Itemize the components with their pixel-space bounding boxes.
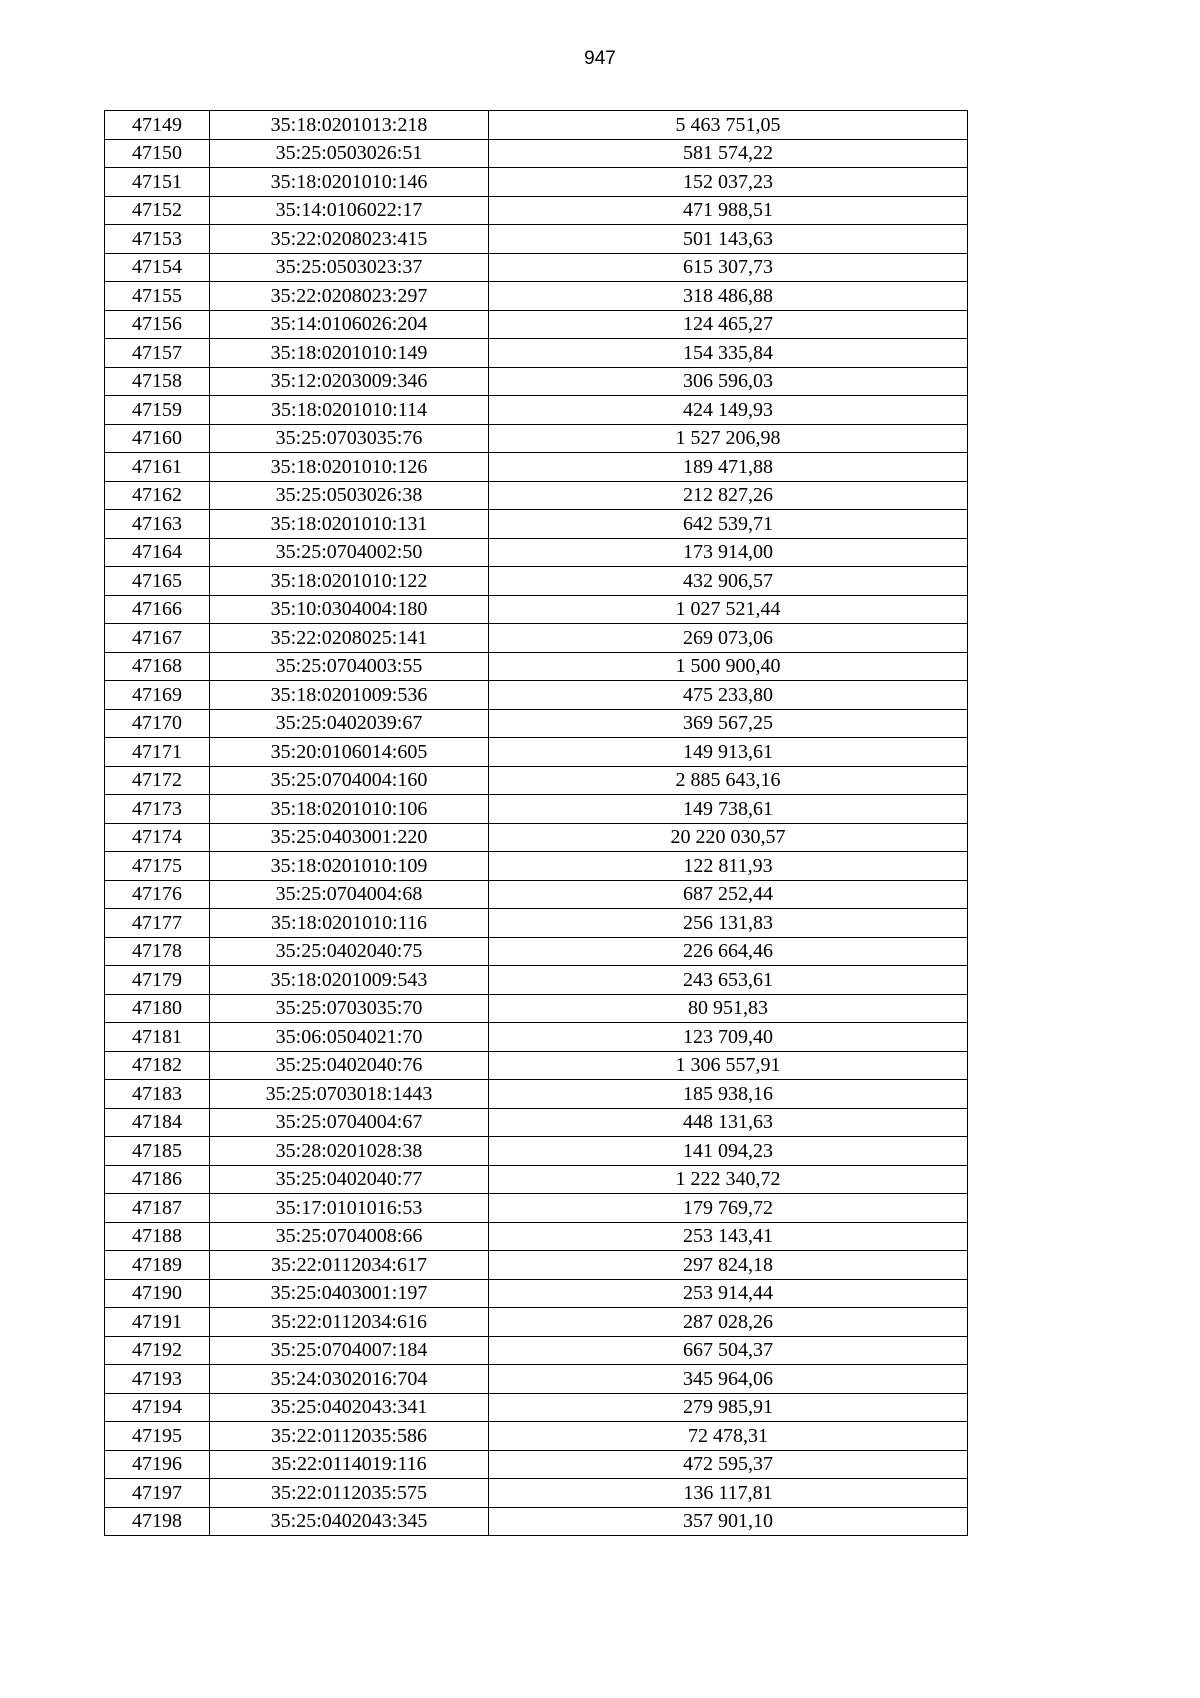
table-row	[105, 738, 968, 767]
cadastral-value-cell: 687 252,44	[489, 880, 968, 909]
table-row	[105, 538, 968, 567]
table-row	[105, 652, 968, 681]
row-number-cell: 47149	[105, 111, 210, 140]
table-row	[105, 595, 968, 624]
cadastral-value-cell: 253 143,41	[489, 1222, 968, 1251]
row-number-cell: 47162	[105, 481, 210, 510]
row-number-cell: 47164	[105, 538, 210, 567]
row-number-cell: 47185	[105, 1137, 210, 1166]
cadastral-number-cell: 35:25:0402039:67	[210, 709, 489, 738]
cadastral-number-cell: 35:17:0101016:53	[210, 1194, 489, 1223]
cadastral-value-cell: 124 465,27	[489, 310, 968, 339]
row-number-cell: 47167	[105, 624, 210, 653]
cadastral-value-cell: 472 595,37	[489, 1450, 968, 1479]
cadastral-value-cell: 318 486,88	[489, 282, 968, 311]
table-row	[105, 282, 968, 311]
row-number-cell: 47188	[105, 1222, 210, 1251]
cadastral-number-cell: 35:10:0304004:180	[210, 595, 489, 624]
cadastral-number-cell: 35:18:0201013:218	[210, 111, 489, 140]
table-row	[105, 1422, 968, 1451]
cadastral-value-cell: 152 037,23	[489, 168, 968, 197]
table-row	[105, 966, 968, 995]
cadastral-value-cell: 141 094,23	[489, 1137, 968, 1166]
cadastral-number-cell: 35:18:0201010:109	[210, 852, 489, 881]
table-row	[105, 1108, 968, 1137]
row-number-cell: 47195	[105, 1422, 210, 1451]
row-number-cell: 47189	[105, 1251, 210, 1280]
row-number-cell: 47155	[105, 282, 210, 311]
row-number-cell: 47197	[105, 1479, 210, 1508]
cadastral-number-cell: 35:18:0201010:122	[210, 567, 489, 596]
row-number-cell: 47171	[105, 738, 210, 767]
cadastral-value-cell: 149 738,61	[489, 795, 968, 824]
cadastral-number-cell: 35:25:0402040:77	[210, 1165, 489, 1194]
table-row	[105, 1479, 968, 1508]
cadastral-number-cell: 35:25:0703035:70	[210, 994, 489, 1023]
cadastral-value-table	[104, 110, 968, 1536]
row-number-cell: 47152	[105, 196, 210, 225]
cadastral-value-cell: 297 824,18	[489, 1251, 968, 1280]
cadastral-number-cell: 35:25:0503026:51	[210, 139, 489, 168]
cadastral-number-cell: 35:18:0201010:149	[210, 339, 489, 368]
table-row	[105, 453, 968, 482]
cadastral-number-cell: 35:25:0704004:68	[210, 880, 489, 909]
cadastral-value-cell: 667 504,37	[489, 1336, 968, 1365]
cadastral-value-cell: 123 709,40	[489, 1023, 968, 1052]
cadastral-value-cell: 80 951,83	[489, 994, 968, 1023]
row-number-cell: 47184	[105, 1108, 210, 1137]
cadastral-number-cell: 35:18:0201010:146	[210, 168, 489, 197]
row-number-cell: 47170	[105, 709, 210, 738]
cadastral-value-cell: 448 131,63	[489, 1108, 968, 1137]
row-number-cell: 47153	[105, 225, 210, 254]
cadastral-number-cell: 35:25:0403001:197	[210, 1279, 489, 1308]
cadastral-value-cell: 432 906,57	[489, 567, 968, 596]
row-number-cell: 47191	[105, 1308, 210, 1337]
row-number-cell: 47187	[105, 1194, 210, 1223]
table-row	[105, 310, 968, 339]
row-number-cell: 47181	[105, 1023, 210, 1052]
table-row	[105, 852, 968, 881]
cadastral-number-cell: 35:18:0201009:536	[210, 681, 489, 710]
table-row	[105, 823, 968, 852]
table-row	[105, 424, 968, 453]
row-number-cell: 47186	[105, 1165, 210, 1194]
cadastral-value-cell: 256 131,83	[489, 909, 968, 938]
table-row	[105, 1308, 968, 1337]
cadastral-value-cell: 212 827,26	[489, 481, 968, 510]
table-row	[105, 481, 968, 510]
row-number-cell: 47168	[105, 652, 210, 681]
cadastral-value-cell: 471 988,51	[489, 196, 968, 225]
table-row	[105, 880, 968, 909]
cadastral-number-cell: 35:18:0201010:116	[210, 909, 489, 938]
cadastral-value-cell: 253 914,44	[489, 1279, 968, 1308]
table-row	[105, 1165, 968, 1194]
table-row	[105, 1365, 968, 1394]
row-number-cell: 47159	[105, 396, 210, 425]
cadastral-number-cell: 35:18:0201009:543	[210, 966, 489, 995]
cadastral-value-cell: 179 769,72	[489, 1194, 968, 1223]
row-number-cell: 47154	[105, 253, 210, 282]
cadastral-number-cell: 35:18:0201010:114	[210, 396, 489, 425]
cadastral-number-cell: 35:22:0208025:141	[210, 624, 489, 653]
cadastral-value-cell: 345 964,06	[489, 1365, 968, 1394]
cadastral-value-cell: 243 653,61	[489, 966, 968, 995]
row-number-cell: 47161	[105, 453, 210, 482]
table-row	[105, 937, 968, 966]
row-number-cell: 47196	[105, 1450, 210, 1479]
cadastral-value-cell: 149 913,61	[489, 738, 968, 767]
table-row	[105, 709, 968, 738]
cadastral-number-cell: 35:25:0402040:76	[210, 1051, 489, 1080]
row-number-cell: 47172	[105, 766, 210, 795]
table-row	[105, 994, 968, 1023]
cadastral-number-cell: 35:22:0208023:415	[210, 225, 489, 254]
table-row	[105, 1080, 968, 1109]
cadastral-value-cell: 1 527 206,98	[489, 424, 968, 453]
row-number-cell: 47178	[105, 937, 210, 966]
cadastral-value-cell: 226 664,46	[489, 937, 968, 966]
cadastral-value-cell: 642 539,71	[489, 510, 968, 539]
table-row	[105, 1507, 968, 1536]
table-row	[105, 1393, 968, 1422]
row-number-cell: 47165	[105, 567, 210, 596]
table-row	[105, 681, 968, 710]
cadastral-number-cell: 35:22:0112034:616	[210, 1308, 489, 1337]
cadastral-number-cell: 35:22:0208023:297	[210, 282, 489, 311]
table-row	[105, 624, 968, 653]
cadastral-number-cell: 35:25:0703018:1443	[210, 1080, 489, 1109]
cadastral-value-cell: 501 143,63	[489, 225, 968, 254]
cadastral-number-cell: 35:18:0201010:131	[210, 510, 489, 539]
table-row	[105, 1194, 968, 1223]
row-number-cell: 47190	[105, 1279, 210, 1308]
cadastral-number-cell: 35:20:0106014:605	[210, 738, 489, 767]
row-number-cell: 47183	[105, 1080, 210, 1109]
row-number-cell: 47160	[105, 424, 210, 453]
table-row	[105, 168, 968, 197]
row-number-cell: 47157	[105, 339, 210, 368]
cadastral-value-cell: 1 500 900,40	[489, 652, 968, 681]
cadastral-value-cell: 154 335,84	[489, 339, 968, 368]
cadastral-value-cell: 369 567,25	[489, 709, 968, 738]
table-row	[105, 225, 968, 254]
row-number-cell: 47179	[105, 966, 210, 995]
page-number: 947	[584, 48, 616, 69]
cadastral-number-cell: 35:25:0704004:160	[210, 766, 489, 795]
cadastral-number-cell: 35:25:0704002:50	[210, 538, 489, 567]
cadastral-value-cell: 72 478,31	[489, 1422, 968, 1451]
row-number-cell: 47176	[105, 880, 210, 909]
cadastral-number-cell: 35:25:0703035:76	[210, 424, 489, 453]
row-number-cell: 47182	[105, 1051, 210, 1080]
cadastral-value-cell: 287 028,26	[489, 1308, 968, 1337]
table-row	[105, 795, 968, 824]
cadastral-number-cell: 35:06:0504021:70	[210, 1023, 489, 1052]
cadastral-value-cell: 1 027 521,44	[489, 595, 968, 624]
cadastral-number-cell: 35:24:0302016:704	[210, 1365, 489, 1394]
table-row	[105, 766, 968, 795]
cadastral-number-cell: 35:25:0704008:66	[210, 1222, 489, 1251]
cadastral-value-cell: 581 574,22	[489, 139, 968, 168]
cadastral-number-cell: 35:22:0112035:586	[210, 1422, 489, 1451]
cadastral-value-cell: 136 117,81	[489, 1479, 968, 1508]
row-number-cell: 47177	[105, 909, 210, 938]
row-number-cell: 47194	[105, 1393, 210, 1422]
cadastral-value-cell: 173 914,00	[489, 538, 968, 567]
cadastral-value-cell: 5 463 751,05	[489, 111, 968, 140]
cadastral-number-cell: 35:14:0106022:17	[210, 196, 489, 225]
table-row	[105, 253, 968, 282]
cadastral-number-cell: 35:28:0201028:38	[210, 1137, 489, 1166]
cadastral-number-cell: 35:12:0203009:346	[210, 367, 489, 396]
table-row	[105, 139, 968, 168]
row-number-cell: 47158	[105, 367, 210, 396]
cadastral-value-cell: 615 307,73	[489, 253, 968, 282]
cadastral-value-cell: 20 220 030,57	[489, 823, 968, 852]
row-number-cell: 47151	[105, 168, 210, 197]
cadastral-value-cell: 306 596,03	[489, 367, 968, 396]
row-number-cell: 47175	[105, 852, 210, 881]
cadastral-value-cell: 185 938,16	[489, 1080, 968, 1109]
row-number-cell: 47173	[105, 795, 210, 824]
cadastral-value-cell: 2 885 643,16	[489, 766, 968, 795]
table-row	[105, 196, 968, 225]
table-row	[105, 567, 968, 596]
table-row	[105, 1336, 968, 1365]
cadastral-number-cell: 35:22:0112034:617	[210, 1251, 489, 1280]
cadastral-number-cell: 35:22:0114019:116	[210, 1450, 489, 1479]
cadastral-number-cell: 35:25:0503026:38	[210, 481, 489, 510]
row-number-cell: 47150	[105, 139, 210, 168]
table-row	[105, 396, 968, 425]
cadastral-value-cell: 269 073,06	[489, 624, 968, 653]
cadastral-value-cell: 279 985,91	[489, 1393, 968, 1422]
cadastral-value-cell: 475 233,80	[489, 681, 968, 710]
cadastral-value-cell: 122 811,93	[489, 852, 968, 881]
cadastral-number-cell: 35:25:0704003:55	[210, 652, 489, 681]
table-row	[105, 1137, 968, 1166]
table-row	[105, 111, 968, 140]
table-row	[105, 339, 968, 368]
cadastral-number-cell: 35:18:0201010:126	[210, 453, 489, 482]
table-row	[105, 1450, 968, 1479]
table-row	[105, 367, 968, 396]
row-number-cell: 47166	[105, 595, 210, 624]
table-row	[105, 1251, 968, 1280]
cadastral-value-cell: 357 901,10	[489, 1507, 968, 1536]
table-row	[105, 1222, 968, 1251]
cadastral-number-cell: 35:25:0402040:75	[210, 937, 489, 966]
cadastral-number-cell: 35:18:0201010:106	[210, 795, 489, 824]
row-number-cell: 47163	[105, 510, 210, 539]
row-number-cell: 47180	[105, 994, 210, 1023]
cadastral-value-cell: 424 149,93	[489, 396, 968, 425]
row-number-cell: 47192	[105, 1336, 210, 1365]
cadastral-number-cell: 35:22:0112035:575	[210, 1479, 489, 1508]
cadastral-number-cell: 35:25:0403001:220	[210, 823, 489, 852]
table-row	[105, 1279, 968, 1308]
row-number-cell: 47198	[105, 1507, 210, 1536]
table-row	[105, 1023, 968, 1052]
cadastral-number-cell: 35:14:0106026:204	[210, 310, 489, 339]
row-number-cell: 47156	[105, 310, 210, 339]
cadastral-number-cell: 35:25:0704004:67	[210, 1108, 489, 1137]
cadastral-number-cell: 35:25:0704007:184	[210, 1336, 489, 1365]
row-number-cell: 47193	[105, 1365, 210, 1394]
table-row	[105, 510, 968, 539]
cadastral-value-cell: 189 471,88	[489, 453, 968, 482]
cadastral-number-cell: 35:25:0402043:345	[210, 1507, 489, 1536]
cadastral-value-cell: 1 306 557,91	[489, 1051, 968, 1080]
cadastral-value-cell: 1 222 340,72	[489, 1165, 968, 1194]
row-number-cell: 47174	[105, 823, 210, 852]
table-row	[105, 909, 968, 938]
table-row	[105, 1051, 968, 1080]
cadastral-number-cell: 35:25:0503023:37	[210, 253, 489, 282]
row-number-cell: 47169	[105, 681, 210, 710]
table-body	[105, 111, 968, 1536]
cadastral-number-cell: 35:25:0402043:341	[210, 1393, 489, 1422]
